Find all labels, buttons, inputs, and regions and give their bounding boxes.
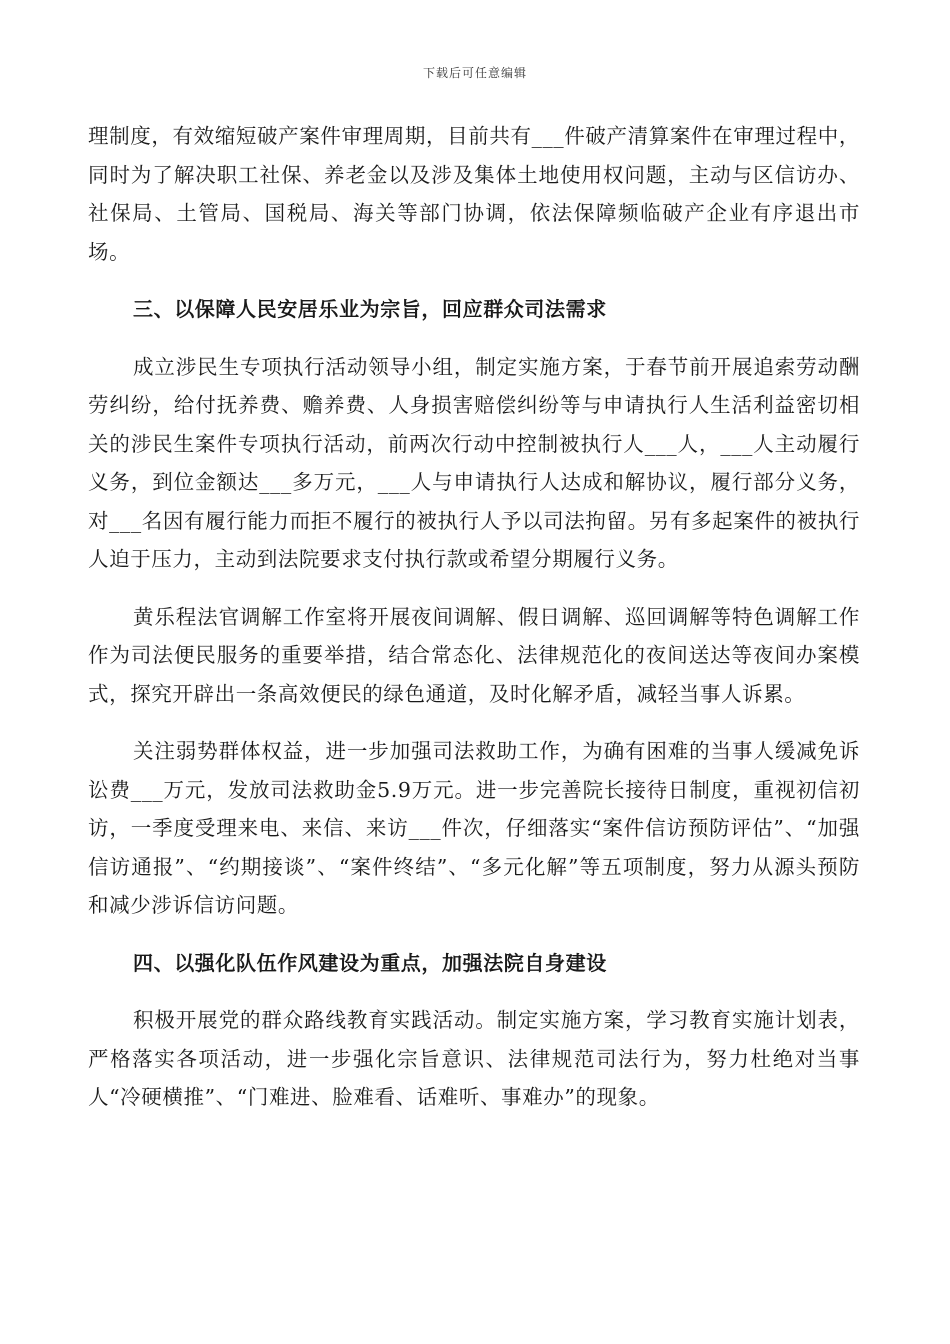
paragraph-judicial-aid: 关注弱势群体权益，进一步加强司法救助工作，为确有困难的当事人缓减免诉讼费___万元，发放司法救助金5.9万元。进一步完善院长接待日制度，重视初信初访，一季度受理来电、来信、来访___件次，仔细落实“案件信访预防评估”、“加强信访通报”、“约期接谈”、“案件终结”、“多元化解”等五项制度，努力从源头预防和减少涉诉信访问题。 bbox=[88, 739, 860, 917]
section-heading-4: 四、以强化队伍作风建设为重点，加强法院自身建设 bbox=[133, 950, 607, 975]
page-header-note: 下载后可任意编辑 bbox=[422, 66, 527, 80]
section-heading-3: 三、以保障人民安居乐业为宗旨，回应群众司法需求 bbox=[133, 297, 607, 321]
document-body bbox=[88, 117, 860, 1117]
paragraph-mass-line-education: 积极开展党的群众路线教育实践活动。制定实施方案，学习教育实施计划表，严格落实各项活动，进一步强化宗旨意识、法律规范司法行为，努力杜绝对当事人“冷硬横推”、“门难进、脸难看、话难听、事难办”的现象。 bbox=[88, 1008, 860, 1109]
paragraph-livelihood-enforcement: 成立涉民生专项执行活动领导小组，制定实施方案，于春节前开展追索劳动酬劳纠纷，给付抚养费、赡养费、人身损害赔偿纠纷等与申请执行人生活利益密切相关的涉民生案件专项执行活动，前两次行动中控制被执行人___人，___人主动履行义务，到位金额达___多万元，___人与申请执行人达成和解协议，履行部分义务，对___名因有履行能力而拒不履行的被执行人予以司法拘留。另有多起案件的被执行人迫于压力，主动到法院要求支付执行款或希望分期履行义务。 bbox=[88, 354, 860, 571]
paragraph-mediation-studio: 黄乐程法官调解工作室将开展夜间调解、假日调解、巡回调解等特色调解工作作为司法便民服务的重要举措，结合常态化、法律规范化的夜间送达等夜间办案模式，探究开辟出一条高效便民的绿色通道，及时化解矛盾，减轻当事人诉累。 bbox=[88, 604, 860, 706]
paragraph-continuation: 理制度，有效缩短破产案件审理周期，目前共有___件破产清算案件在审理过程中，同时为了解决职工社保、养老金以及涉及集体土地使用权问题，主动与区信访办、社保局、土管局、国税局、海关等部门协调，依法保障频临破产企业有序退出市场。 bbox=[88, 124, 860, 264]
